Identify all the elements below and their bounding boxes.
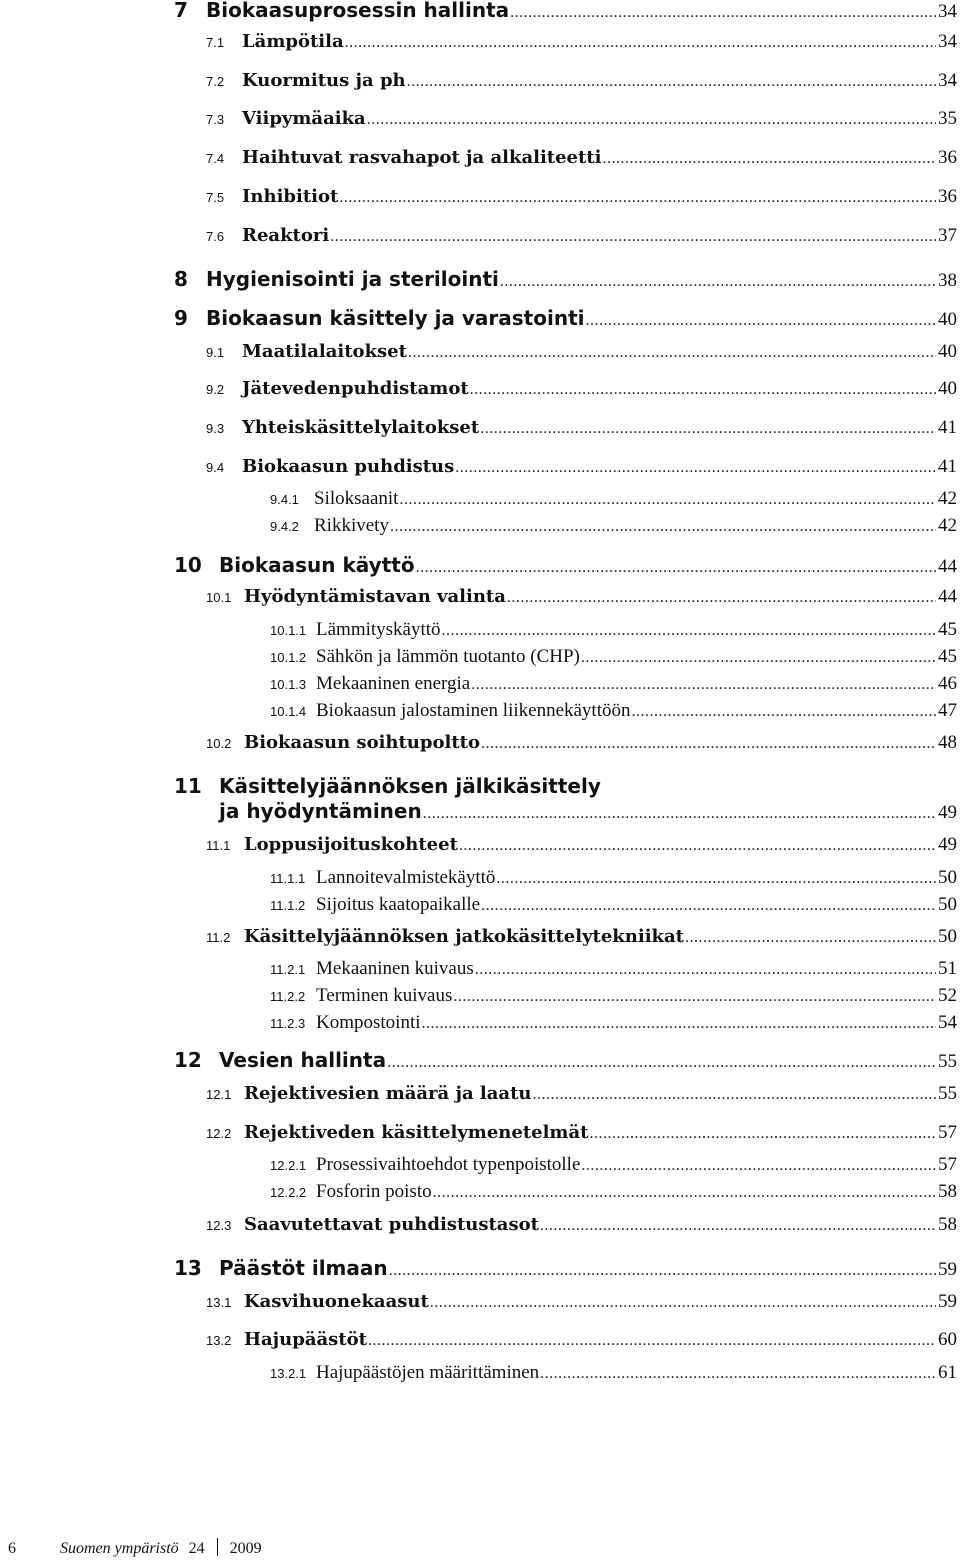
toc-entry-page: 50 bbox=[938, 926, 957, 947]
dot-leader bbox=[368, 1332, 936, 1350]
toc-entry-title: Rikkivety bbox=[314, 515, 389, 536]
toc-entry-number: 9.4.1 bbox=[270, 492, 299, 507]
toc-entry-title: Biokaasun puhdistus bbox=[242, 456, 455, 477]
toc-entry-page: 34 bbox=[938, 31, 957, 52]
dot-leader bbox=[387, 1054, 936, 1072]
toc-entry-number: 7.6 bbox=[206, 229, 225, 244]
toc-entry-number: 10 bbox=[174, 553, 202, 577]
toc-entry-number: 12.2.2 bbox=[270, 1185, 307, 1200]
toc-entry bbox=[206, 1214, 957, 1236]
dot-leader bbox=[540, 1217, 936, 1235]
dot-leader bbox=[422, 1015, 936, 1033]
toc-entry-page: 49 bbox=[938, 802, 957, 823]
toc-entry-number: 12.2.1 bbox=[270, 1158, 307, 1173]
footer-issue: 24 bbox=[188, 1540, 205, 1557]
toc-entry-number: 10.2 bbox=[206, 736, 232, 751]
toc-entry-number: 11.2.1 bbox=[270, 962, 306, 977]
toc-entry bbox=[270, 673, 957, 695]
toc-entry-title: Päästöt ilmaan bbox=[219, 1256, 388, 1280]
toc-entry-title: Prosessivaihtoehdot typenpoistolle bbox=[316, 1154, 581, 1175]
toc-entry-number: 12.3 bbox=[206, 1218, 232, 1233]
dot-leader bbox=[586, 312, 937, 330]
toc-entry-number: 13.1 bbox=[206, 1295, 232, 1310]
dot-leader bbox=[685, 929, 936, 947]
toc-entry bbox=[206, 70, 957, 92]
toc-entry-number: 10.1.1 bbox=[270, 623, 307, 638]
toc-entry-title: Biokaasun käsittely ja varastointi bbox=[206, 306, 585, 330]
dot-leader bbox=[408, 344, 936, 362]
toc-entry-page: 36 bbox=[938, 186, 957, 207]
toc-entry-page: 47 bbox=[938, 700, 957, 721]
toc-entry-title: Hajupäästöt bbox=[244, 1329, 367, 1350]
toc-entry-title: Reaktori bbox=[242, 225, 330, 246]
toc-entry-page: 57 bbox=[938, 1122, 957, 1143]
toc-entry-title: Vesien hallinta bbox=[219, 1048, 387, 1072]
toc-entry-number: 13.2 bbox=[206, 1333, 232, 1348]
toc-entry-page: 60 bbox=[938, 1329, 957, 1350]
toc-entry-page: 46 bbox=[938, 673, 957, 694]
toc-entry bbox=[174, 553, 957, 578]
toc-entry bbox=[174, 306, 957, 331]
dot-leader bbox=[399, 491, 936, 509]
footer-separator bbox=[217, 1538, 218, 1556]
toc-entry-title: Viipymäaika bbox=[242, 108, 366, 129]
toc-entry-title: Mekaaninen energia bbox=[316, 673, 471, 694]
toc-entry-number: 13 bbox=[174, 1256, 202, 1280]
toc-entry bbox=[206, 456, 957, 478]
toc-entry bbox=[206, 378, 957, 400]
toc-entry-title: Loppusijoituskohteet bbox=[244, 834, 458, 855]
dot-leader bbox=[459, 837, 936, 855]
toc-entry-number: 11.1.2 bbox=[270, 898, 306, 913]
toc-entry bbox=[174, 267, 957, 292]
toc-entry bbox=[206, 926, 957, 948]
toc-entry-number: 7 bbox=[174, 0, 188, 22]
toc-entry-number: 9.1 bbox=[206, 345, 225, 360]
toc-entry-title: Fosforin poisto bbox=[316, 1181, 432, 1202]
dot-leader bbox=[532, 1086, 936, 1104]
toc-entry bbox=[206, 108, 957, 130]
dot-leader bbox=[589, 1125, 936, 1143]
dot-leader bbox=[496, 870, 936, 888]
toc-entry-number: 9 bbox=[174, 306, 188, 330]
toc-entry-page: 42 bbox=[938, 488, 957, 509]
toc-entry-page: 61 bbox=[938, 1362, 957, 1383]
toc-entry-page: 50 bbox=[938, 894, 957, 915]
dot-leader bbox=[481, 735, 936, 753]
toc-entry bbox=[206, 417, 957, 439]
toc-entry-title: Inhibitiot bbox=[242, 186, 339, 207]
footer-year: 2009 bbox=[229, 1540, 262, 1557]
toc-entry-number: 11.1 bbox=[206, 838, 231, 853]
toc-entry-page: 55 bbox=[938, 1051, 957, 1072]
toc-entry-title: Saavutettavat puhdistustasot bbox=[244, 1214, 539, 1235]
toc-entry-page: 34 bbox=[938, 70, 957, 91]
toc-entry-page: 54 bbox=[938, 1012, 957, 1033]
toc-entry-page: 38 bbox=[938, 270, 957, 291]
toc-entry-page: 50 bbox=[938, 867, 957, 888]
toc-entry bbox=[206, 586, 957, 608]
toc-entry-page: 40 bbox=[938, 309, 957, 330]
toc-entry bbox=[206, 186, 957, 208]
dot-leader bbox=[500, 273, 936, 291]
toc-entry-page: 58 bbox=[938, 1214, 957, 1235]
toc-entry-title: Rejektivesien määrä ja laatu bbox=[244, 1083, 532, 1104]
toc-entry-title: Biokaasun soihtupoltto bbox=[244, 732, 480, 753]
toc-entry-title: Kasvihuonekaasut bbox=[244, 1291, 429, 1312]
dot-leader bbox=[471, 676, 936, 694]
toc-entry-title: ja hyödyntäminen bbox=[219, 799, 422, 823]
toc-entry bbox=[206, 1122, 957, 1144]
toc-entry-page: 41 bbox=[938, 456, 957, 477]
toc-entry-page: 44 bbox=[938, 556, 957, 577]
toc-entry bbox=[174, 799, 957, 824]
dot-leader bbox=[433, 1184, 936, 1202]
toc-entry bbox=[270, 619, 957, 641]
toc-entry-title: Siloksaanit bbox=[314, 488, 399, 509]
toc-entry-title: Mekaaninen kuivaus bbox=[316, 958, 474, 979]
toc-entry-page: 40 bbox=[938, 341, 957, 362]
dot-leader bbox=[602, 150, 936, 168]
toc-entry bbox=[206, 31, 957, 53]
toc-entry-title-line1 bbox=[174, 774, 601, 798]
toc-entry-number: 9.4 bbox=[206, 460, 225, 475]
dot-leader bbox=[345, 34, 936, 52]
toc-entry-number: 7.5 bbox=[206, 190, 225, 205]
toc-entry bbox=[270, 985, 957, 1007]
toc-entry bbox=[270, 867, 957, 889]
toc-entry-page: 45 bbox=[938, 646, 957, 667]
dot-leader bbox=[330, 228, 936, 246]
dot-leader bbox=[423, 805, 936, 823]
toc-entry-number: 9.2 bbox=[206, 382, 225, 397]
toc-entry-page: 59 bbox=[938, 1291, 957, 1312]
toc-entry bbox=[206, 1329, 957, 1351]
toc-entry-number: 7.1 bbox=[206, 35, 225, 50]
toc-entry bbox=[270, 646, 957, 668]
toc-entry-number: 7.2 bbox=[206, 74, 225, 89]
toc-entry bbox=[270, 958, 957, 980]
toc-entry-title: Käsittelyjäännöksen jatkokäsittelytekniikat bbox=[244, 926, 684, 947]
toc-entry-page: 59 bbox=[938, 1259, 957, 1280]
toc-entry-page: 35 bbox=[938, 108, 957, 129]
dot-leader bbox=[453, 988, 936, 1006]
toc-entry-title: Hygienisointi ja sterilointi bbox=[206, 267, 499, 291]
toc-entry bbox=[270, 1154, 957, 1176]
toc-entry-title: Sähkön ja lämmön tuotanto (CHP) bbox=[316, 646, 580, 667]
toc-entry-title: Maatilalaitokset bbox=[242, 341, 407, 362]
toc-entry-title: Biokaasuprosessin hallinta bbox=[206, 0, 510, 22]
toc-entry-title: Rejektiveden käsittelymenetelmät bbox=[244, 1122, 589, 1143]
toc-entry-number: 11 bbox=[174, 774, 202, 798]
dot-leader bbox=[407, 73, 936, 91]
toc-entry bbox=[206, 834, 957, 856]
toc-entry-page: 42 bbox=[938, 515, 957, 536]
dot-leader bbox=[389, 1262, 936, 1280]
toc-entry-number: 12 bbox=[174, 1048, 202, 1072]
dot-leader bbox=[480, 420, 936, 438]
dot-leader bbox=[507, 589, 936, 607]
toc-entry-title: Sijoitus kaatopaikalle bbox=[316, 894, 481, 915]
toc-entry-number: 7.4 bbox=[206, 151, 225, 166]
toc-entry-title: Terminen kuivaus bbox=[316, 985, 453, 1006]
dot-leader bbox=[455, 459, 936, 477]
toc-entry-number: 8 bbox=[174, 267, 188, 291]
dot-leader bbox=[540, 1365, 936, 1383]
toc-entry-title: Jätevedenpuhdistamot bbox=[242, 378, 469, 399]
toc-entry bbox=[270, 894, 957, 916]
toc-entry bbox=[270, 1181, 957, 1203]
dot-leader bbox=[339, 189, 936, 207]
toc-entry bbox=[206, 1291, 957, 1313]
dot-leader bbox=[510, 4, 936, 22]
toc-entry-title: Haihtuvat rasvahapot ja alkaliteetti bbox=[242, 147, 602, 168]
dot-leader bbox=[581, 1157, 936, 1175]
toc-entry-number: 7.3 bbox=[206, 112, 225, 127]
toc-entry-number: 11.2.3 bbox=[270, 1016, 306, 1031]
toc-entry-page: 58 bbox=[938, 1181, 957, 1202]
toc-entry-title: Biokaasun käyttö bbox=[219, 553, 415, 577]
dot-leader bbox=[475, 961, 936, 979]
toc-entry bbox=[174, 1256, 957, 1281]
toc-entry-number: 10.1 bbox=[206, 590, 232, 605]
toc-entry-number: 10.1.2 bbox=[270, 650, 307, 665]
toc-entry-number: 10.1.3 bbox=[270, 677, 307, 692]
toc-entry-title: Käsittelyjäännöksen jälkikäsittely bbox=[219, 774, 601, 798]
toc-entry-title: Lämpötila bbox=[242, 31, 344, 52]
toc-entry bbox=[206, 732, 957, 754]
toc-entry bbox=[174, 1048, 957, 1073]
dot-leader bbox=[470, 381, 936, 399]
toc-entry-title: Hajupäästöjen määrittäminen bbox=[316, 1362, 540, 1383]
toc-entry-number: 12.1 bbox=[206, 1087, 232, 1102]
toc-entry-number: 9.4.2 bbox=[270, 519, 299, 534]
toc-entry-number: 13.2.1 bbox=[270, 1366, 307, 1381]
toc-entry-page: 52 bbox=[938, 985, 957, 1006]
toc-entry bbox=[206, 225, 957, 247]
toc-entry-page: 49 bbox=[938, 834, 957, 855]
toc-entry-title: Kompostointi bbox=[316, 1012, 421, 1033]
dot-leader bbox=[581, 649, 936, 667]
toc-entry-page: 55 bbox=[938, 1083, 957, 1104]
toc-entry bbox=[270, 515, 957, 537]
dot-leader bbox=[367, 111, 936, 129]
toc-entry-number: 11.1.1 bbox=[270, 871, 306, 886]
dot-leader bbox=[442, 622, 936, 640]
toc-entry-page: 44 bbox=[938, 586, 957, 607]
toc-entry bbox=[174, 0, 957, 23]
toc-entry bbox=[206, 341, 957, 363]
toc-entry bbox=[270, 700, 957, 722]
toc-entry-number: 12.2 bbox=[206, 1126, 232, 1141]
toc-entry bbox=[206, 147, 957, 169]
dot-leader bbox=[481, 897, 936, 915]
toc-entry-number: 10.1.4 bbox=[270, 704, 307, 719]
toc-entry-title: Lämmityskäyttö bbox=[316, 619, 441, 640]
toc-entry-page: 48 bbox=[938, 732, 957, 753]
toc-entry-page: 57 bbox=[938, 1154, 957, 1175]
toc-entry-page: 36 bbox=[938, 147, 957, 168]
toc-entry-page: 51 bbox=[938, 958, 957, 979]
toc-entry-page: 34 bbox=[938, 1, 957, 22]
toc-entry bbox=[270, 1012, 957, 1034]
page-footer bbox=[8, 1538, 262, 1558]
toc-entry bbox=[206, 1083, 957, 1105]
dot-leader bbox=[416, 559, 936, 577]
footer-publication: Suomen ympäristö bbox=[60, 1540, 179, 1557]
toc-entry-number: 11.2 bbox=[206, 930, 231, 945]
toc-entry-title: Hyödyntämistavan valinta bbox=[244, 586, 506, 607]
toc-entry bbox=[270, 488, 957, 510]
toc-entry-page: 45 bbox=[938, 619, 957, 640]
footer-page-number: 6 bbox=[8, 1540, 16, 1557]
toc-entry-title: Lannoitevalmistekäyttö bbox=[316, 867, 496, 888]
toc-entry-title: Yhteiskäsittelylaitokset bbox=[242, 417, 480, 438]
dot-leader bbox=[632, 703, 937, 721]
dot-leader bbox=[390, 518, 936, 536]
toc-entry-page: 37 bbox=[938, 225, 957, 246]
toc-entry-number: 9.3 bbox=[206, 421, 225, 436]
toc-entry-number: 11.2.2 bbox=[270, 989, 306, 1004]
toc-entry-page: 41 bbox=[938, 417, 957, 438]
toc-entry-title: Biokaasun jalostaminen liikennekäyttöön bbox=[316, 700, 631, 721]
toc-entry bbox=[270, 1362, 957, 1384]
dot-leader bbox=[430, 1294, 936, 1312]
toc-entry-page: 40 bbox=[938, 378, 957, 399]
toc-entry-title: Kuormitus ja ph bbox=[242, 70, 406, 91]
